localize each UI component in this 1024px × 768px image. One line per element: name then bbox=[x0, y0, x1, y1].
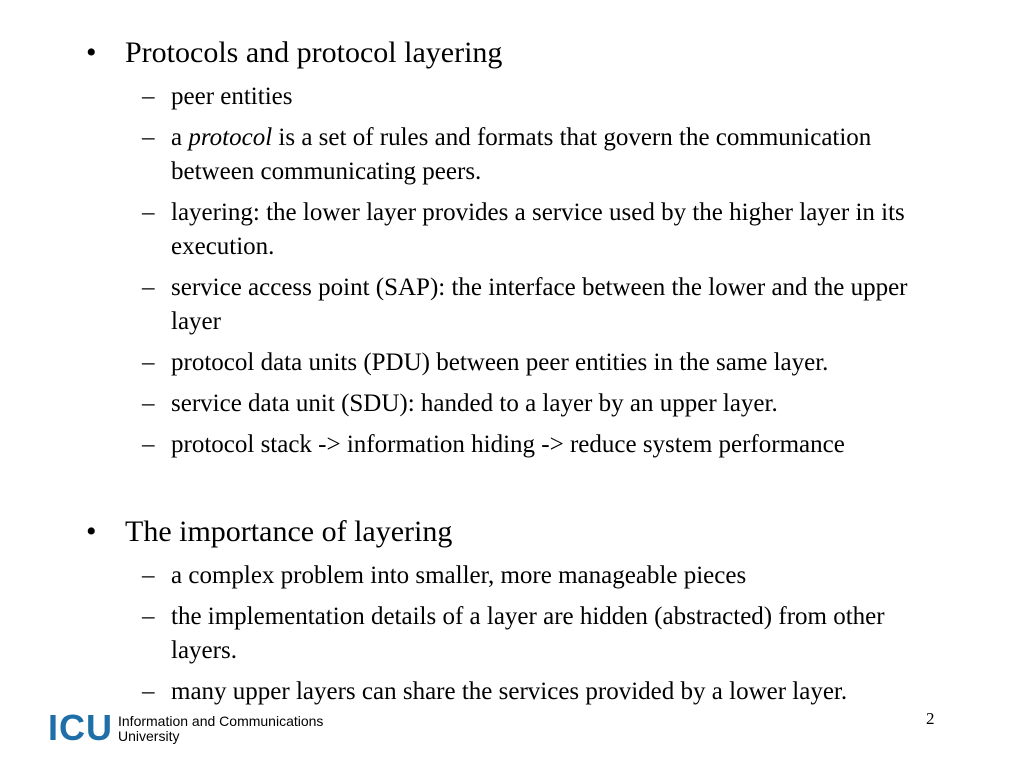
sub-item-text: peer entities bbox=[171, 83, 293, 110]
sub-item-emphasis: protocol bbox=[188, 124, 273, 151]
sub-item-text bbox=[171, 121, 951, 189]
sub-item-text: layering: the lower layer provides a service used by the higher layer in its execution. bbox=[171, 199, 905, 260]
sub-item-text: the implementation details of a layer are hidden (abstracted) from other layers. bbox=[171, 603, 885, 664]
sub-item-text-rest: is a set of rules and formats that govern the communication between communicating peers. bbox=[171, 124, 872, 185]
dash-icon: – bbox=[142, 349, 155, 376]
sub-item-text: service access point (SAP): the interface between the lower and the upper layer bbox=[171, 274, 908, 335]
page-number: 2 bbox=[926, 709, 935, 728]
dash-icon: – bbox=[142, 274, 155, 301]
logo-line-2: University bbox=[118, 728, 180, 744]
bullet-icon: • bbox=[86, 515, 97, 548]
sub-item-text: protocol data units (PDU) between peer entities in the same layer. bbox=[171, 349, 829, 376]
bullet-icon: • bbox=[86, 36, 97, 69]
dash-icon: – bbox=[142, 83, 155, 110]
dash-icon: – bbox=[142, 124, 155, 151]
sub-item-text: service data unit (SDU): handed to a layer by an upper layer. bbox=[171, 390, 778, 417]
logo-line-1: Information and Communications bbox=[118, 713, 324, 729]
sub-item-text-prefix: a bbox=[171, 124, 189, 151]
bullet-title: Protocols and protocol layering bbox=[125, 36, 503, 69]
sub-item-text: protocol stack -> information hiding -> reduce system performance bbox=[171, 431, 845, 458]
logo-mark: ICU bbox=[48, 707, 113, 748]
dash-icon: – bbox=[142, 678, 155, 705]
bullet-title: The importance of layering bbox=[125, 515, 453, 548]
sub-item-text: a complex problem into smaller, more manageable pieces bbox=[171, 562, 747, 589]
dash-icon: – bbox=[142, 390, 155, 417]
dash-icon: – bbox=[142, 562, 155, 589]
dash-icon: – bbox=[142, 199, 155, 226]
dash-icon: – bbox=[142, 431, 155, 458]
sub-item-text: many upper layers can share the services provided by a lower layer. bbox=[171, 678, 848, 705]
university-logo bbox=[48, 707, 368, 748]
dash-icon: – bbox=[142, 603, 155, 630]
